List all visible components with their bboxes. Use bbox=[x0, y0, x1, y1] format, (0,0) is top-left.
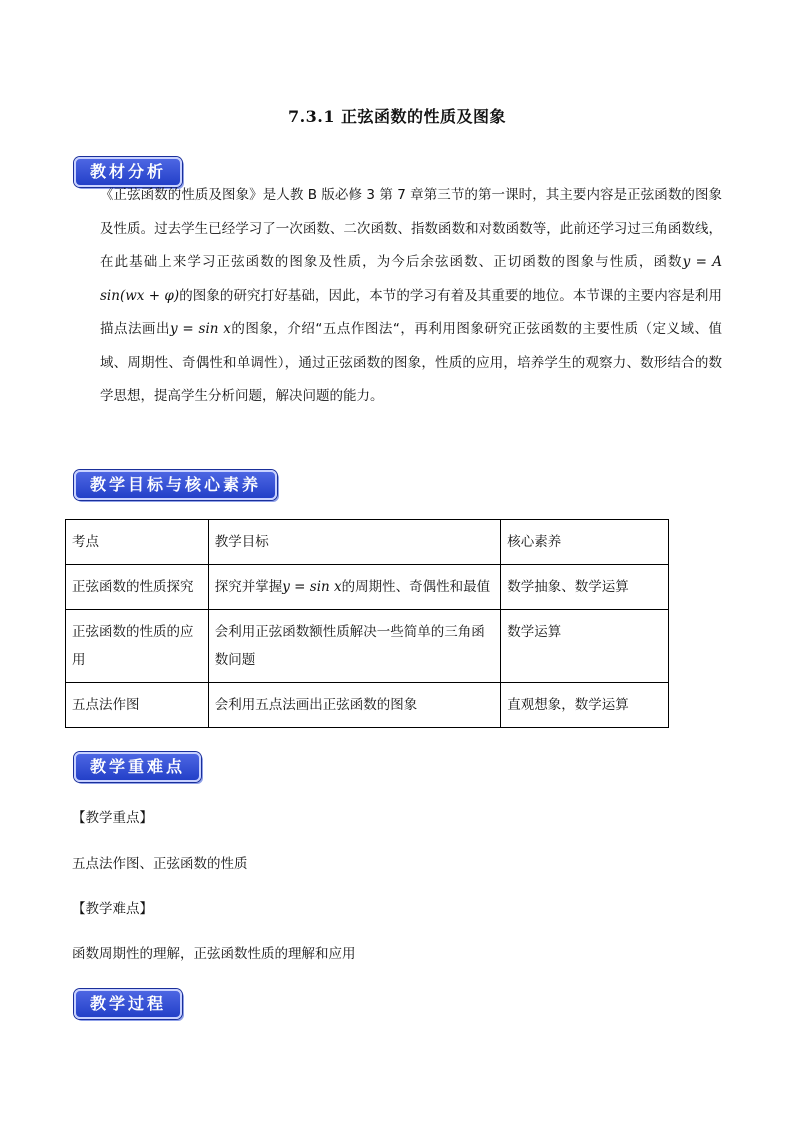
table-cell-point: 五点法作图 bbox=[66, 683, 209, 728]
table-row bbox=[66, 565, 669, 610]
section-badge-analysis: 教材分析 bbox=[74, 157, 182, 187]
table-cell-literacy: 直观想象，数学运算 bbox=[501, 683, 669, 728]
section-badge-keypoints: 教学重难点 bbox=[74, 752, 201, 782]
page-title: 7.3.1 正弦函数的性质及图象 bbox=[287, 107, 507, 126]
table-header-cell: 考点 bbox=[66, 520, 209, 565]
difficulty-label: 【教学难点】 bbox=[72, 901, 153, 917]
analysis-text-3: 的图象，介绍“五点作图法“，再利用图象研究正弦函数的主要性质（定义域、值域、周期性、奇偶性和单调性），通过正弦函数的图象，性质的应用，培养学生的观察力、数形结合的数学思想，提高学生分析问题，解决问题的能力。 bbox=[100, 321, 722, 404]
table-cell-goal bbox=[208, 565, 500, 610]
table-header-cell: 核心素养 bbox=[501, 520, 669, 565]
section-badge-process: 教学过程 bbox=[74, 989, 182, 1019]
goal-formula-sine: y = sin x bbox=[282, 579, 342, 595]
goal-text-pre: 探究并掌握 bbox=[214, 579, 283, 595]
goal-text-post: 的周期性、奇偶性和最值 bbox=[341, 579, 491, 595]
formula-sine: y = sin x bbox=[170, 321, 231, 337]
table-cell-goal: 会利用五点法画出正弦函数的图象 bbox=[208, 683, 500, 728]
analysis-text-1: 《正弦函数的性质及图象》是人教 B 版必修 3 第 7 章第三节的第一课时，其主要内容是正弦函数的图象及性质。过去学生已经学习了一次函数、二次函数、指数函数和对数函数等，此前还学习过三角函数线，在此基础上来学习正弦函数的图象及性质，为今后余弦函数、正切函数的图象与性质，函数 bbox=[100, 187, 722, 270]
formula-general-sine: y = A sin(wx + φ) bbox=[100, 254, 722, 304]
table-row bbox=[66, 683, 669, 728]
table-header-row bbox=[66, 520, 669, 565]
goals-table bbox=[65, 519, 669, 728]
focus-label: 【教学重点】 bbox=[72, 810, 153, 826]
table-row bbox=[66, 610, 669, 683]
section-badge-goals: 教学目标与核心素养 bbox=[74, 470, 277, 500]
table-header-cell: 教学目标 bbox=[208, 520, 500, 565]
table-cell-literacy: 数学抽象、数学运算 bbox=[501, 565, 669, 610]
table-cell-goal: 会利用正弦函数额性质解决一些简单的三角函数问题 bbox=[208, 610, 500, 683]
analysis-text-2: 的图象的研究打好基础，因此，本节的学习有着及其重要的地位。本节课的主要内容是利用描点法画出 bbox=[100, 287, 722, 337]
table-cell-point: 正弦函数的性质探究 bbox=[66, 565, 209, 610]
difficulty-text: 函数周期性的理解，正弦函数性质的理解和应用 bbox=[72, 946, 356, 962]
analysis-paragraph bbox=[72, 179, 722, 414]
focus-text: 五点法作图、正弦函数的性质 bbox=[72, 856, 248, 872]
table-cell-literacy: 数学运算 bbox=[501, 610, 669, 683]
table-cell-point: 正弦函数的性质的应用 bbox=[66, 610, 209, 683]
